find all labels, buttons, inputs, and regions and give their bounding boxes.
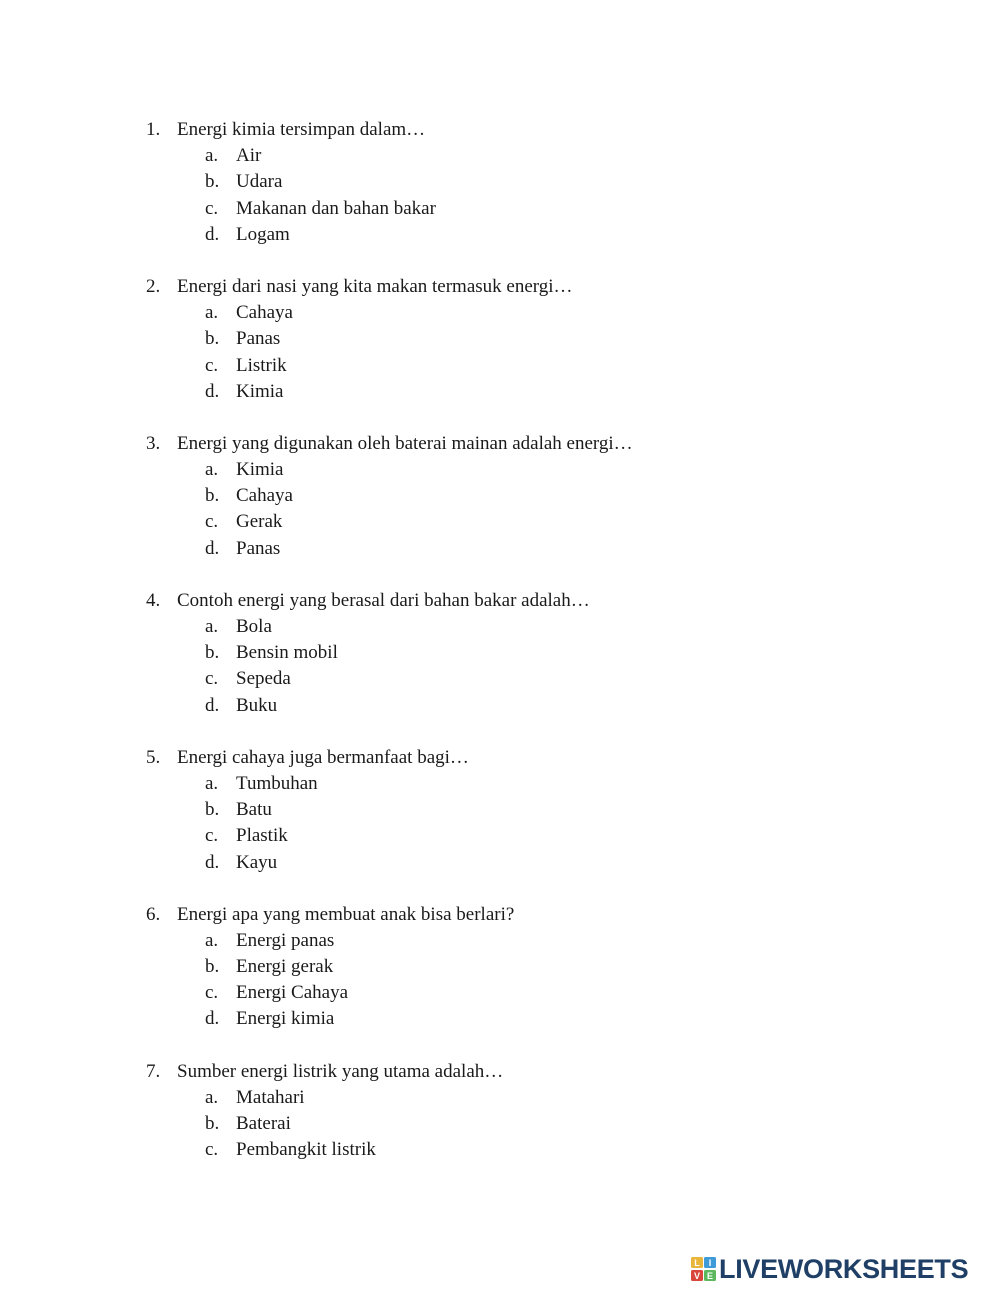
option-text: Energi Cahaya (236, 982, 349, 1004)
answer-option[interactable] (0, 666, 1000, 692)
option-text: Panas (236, 328, 281, 350)
question-text: Energi apa yang membuat anak bisa berlari? (177, 903, 515, 925)
answer-option[interactable] (0, 1006, 1000, 1032)
question-text: Energi yang digunakan oleh baterai mainan adalah energi… (177, 432, 633, 454)
option-letter: b. (205, 485, 220, 507)
question-text: Energi cahaya juga bermanfaat bagi… (177, 746, 469, 768)
option-text: Baterai (236, 1113, 291, 1134)
question-line (0, 117, 1000, 143)
option-text: Energi gerak (236, 956, 334, 978)
option-text: Cahaya (236, 302, 293, 324)
answer-option[interactable] (0, 169, 1000, 195)
logo-letter-i: I (708, 1258, 712, 1268)
option-letter: d. (205, 537, 220, 559)
option-text: Pembangkit listrik (236, 1139, 376, 1161)
option-letter: d. (205, 380, 220, 402)
answer-option[interactable] (0, 222, 1000, 248)
answer-option[interactable] (0, 640, 1000, 666)
option-letter: d. (205, 694, 220, 716)
option-letter: c. (205, 668, 219, 690)
answer-option[interactable] (0, 614, 1000, 640)
question-text: Energi kimia tersimpan dalam… (177, 119, 426, 140)
logo-letter-e: E (706, 1271, 714, 1281)
question-line (0, 431, 1000, 457)
answer-option[interactable] (0, 1111, 1000, 1137)
question-line (0, 902, 1000, 928)
question-number: 2. (146, 275, 161, 297)
answer-option[interactable] (0, 509, 1000, 535)
option-text: Udara (236, 171, 283, 193)
question-block (0, 117, 1000, 248)
option-letter: c. (205, 511, 219, 533)
brand-name: LIVEWORKSHEETS (719, 1254, 969, 1284)
question-block (0, 588, 1000, 719)
option-text: Matahari (236, 1086, 305, 1108)
option-text: Batu (236, 799, 272, 821)
answer-option[interactable] (0, 693, 1000, 719)
option-letter: b. (205, 799, 220, 821)
option-letter: d. (205, 1008, 220, 1030)
option-text: Gerak (236, 511, 283, 533)
option-text: Kimia (236, 380, 284, 402)
option-letter: b. (205, 956, 220, 978)
option-letter: b. (205, 1113, 220, 1134)
quiz-question-list (0, 117, 1000, 1189)
question-text: Contoh energi yang berasal dari bahan bakar adalah… (177, 589, 590, 611)
option-text: Cahaya (236, 485, 293, 507)
answer-option[interactable] (0, 326, 1000, 352)
question-text: Energi dari nasi yang kita makan termasuk energi… (177, 275, 573, 297)
question-block (0, 902, 1000, 1033)
option-letter: a. (205, 929, 219, 951)
question-block (0, 274, 1000, 405)
question-number: 6. (146, 903, 161, 925)
question-line (0, 588, 1000, 614)
answer-option[interactable] (0, 980, 1000, 1006)
option-letter: a. (205, 459, 219, 481)
option-letter: b. (205, 171, 220, 193)
answer-option[interactable] (0, 300, 1000, 326)
answer-option[interactable] (0, 1137, 1000, 1163)
option-text: Bola (236, 616, 272, 637)
option-letter: a. (205, 772, 219, 794)
question-text: Sumber energi listrik yang utama adalah… (177, 1060, 504, 1082)
logo-letter-v: V (693, 1271, 701, 1281)
option-text: Kayu (236, 851, 278, 873)
question-block (0, 1059, 1000, 1164)
option-text: Makanan dan bahan bakar (236, 197, 436, 219)
option-letter: c. (205, 982, 219, 1004)
option-text: Bensin mobil (236, 642, 338, 664)
answer-option[interactable] (0, 353, 1000, 379)
question-number: 5. (146, 746, 161, 768)
logo-letter-l: L (694, 1258, 700, 1268)
answer-option[interactable] (0, 483, 1000, 509)
answer-option[interactable] (0, 850, 1000, 876)
option-letter: c. (205, 354, 219, 376)
question-block (0, 431, 1000, 562)
option-text: Kimia (236, 459, 284, 481)
answer-option[interactable] (0, 196, 1000, 222)
answer-option[interactable] (0, 823, 1000, 849)
option-text: Energi kimia (236, 1008, 335, 1030)
answer-option[interactable] (0, 536, 1000, 562)
option-text: Listrik (236, 354, 287, 376)
answer-option[interactable] (0, 928, 1000, 954)
question-block (0, 745, 1000, 876)
option-letter: d. (205, 223, 220, 245)
liveworksheets-logo (691, 1252, 968, 1286)
question-number: 4. (146, 589, 161, 611)
answer-option[interactable] (0, 954, 1000, 980)
option-text: Plastik (236, 825, 288, 847)
option-text: Panas (236, 537, 281, 559)
answer-option[interactable] (0, 379, 1000, 405)
answer-option[interactable] (0, 143, 1000, 169)
liveworksheets-logo-icon (691, 1255, 717, 1283)
question-number: 1. (146, 119, 161, 140)
option-letter: a. (205, 616, 219, 637)
answer-option[interactable] (0, 771, 1000, 797)
question-line (0, 274, 1000, 300)
question-number: 3. (146, 432, 161, 454)
option-text: Energi panas (236, 929, 335, 951)
question-line (0, 1059, 1000, 1085)
answer-option[interactable] (0, 797, 1000, 823)
option-letter: c. (205, 197, 219, 219)
option-letter: d. (205, 851, 220, 873)
question-line (0, 745, 1000, 771)
option-text: Logam (236, 223, 290, 245)
option-letter: a. (205, 1086, 219, 1108)
option-letter: c. (205, 825, 219, 847)
option-text: Tumbuhan (236, 772, 318, 794)
option-text: Sepeda (236, 668, 291, 690)
option-letter: b. (205, 328, 220, 350)
answer-option[interactable] (0, 457, 1000, 483)
answer-option[interactable] (0, 1085, 1000, 1111)
option-text: Buku (236, 694, 278, 716)
option-letter: a. (205, 302, 219, 324)
option-letter: b. (205, 642, 220, 664)
option-text: Air (236, 145, 262, 167)
option-letter: a. (205, 145, 219, 167)
question-number: 7. (146, 1060, 161, 1082)
option-letter: c. (205, 1139, 219, 1161)
